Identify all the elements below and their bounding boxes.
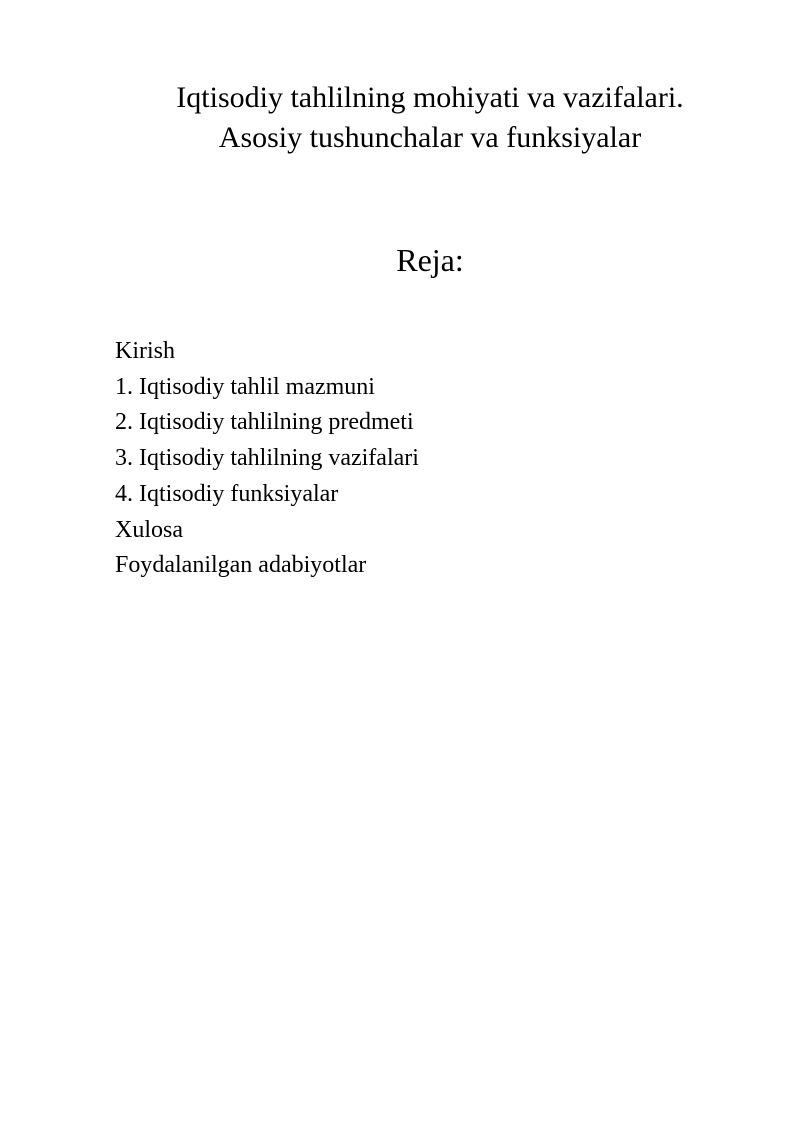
plan-item-references: Foydalanilgan adabiyotlar — [115, 552, 367, 579]
plan-item-4: 4. Iqtisodiy funksiyalar — [115, 480, 339, 507]
plan-item-2: 2. Iqtisodiy tahlilning predmeti — [115, 409, 414, 436]
plan-item-introduction: Kirish — [115, 338, 175, 364]
plan-list — [115, 334, 419, 584]
plan-item-conclusion: Xulosa — [115, 516, 183, 543]
plan-item-3: 3. Iqtisodiy tahlilning vazifalari — [115, 445, 419, 472]
document-title-line-1: Iqtisodiy tahlilning mohiyati va vazifalari. — [176, 81, 684, 114]
plan-item-1: 1. Iqtisodiy tahlil mazmuni — [115, 373, 375, 400]
document-title-line-2: Asosiy tushunchalar va funksiyalar — [218, 121, 642, 154]
plan-heading: Reja: — [396, 242, 464, 278]
